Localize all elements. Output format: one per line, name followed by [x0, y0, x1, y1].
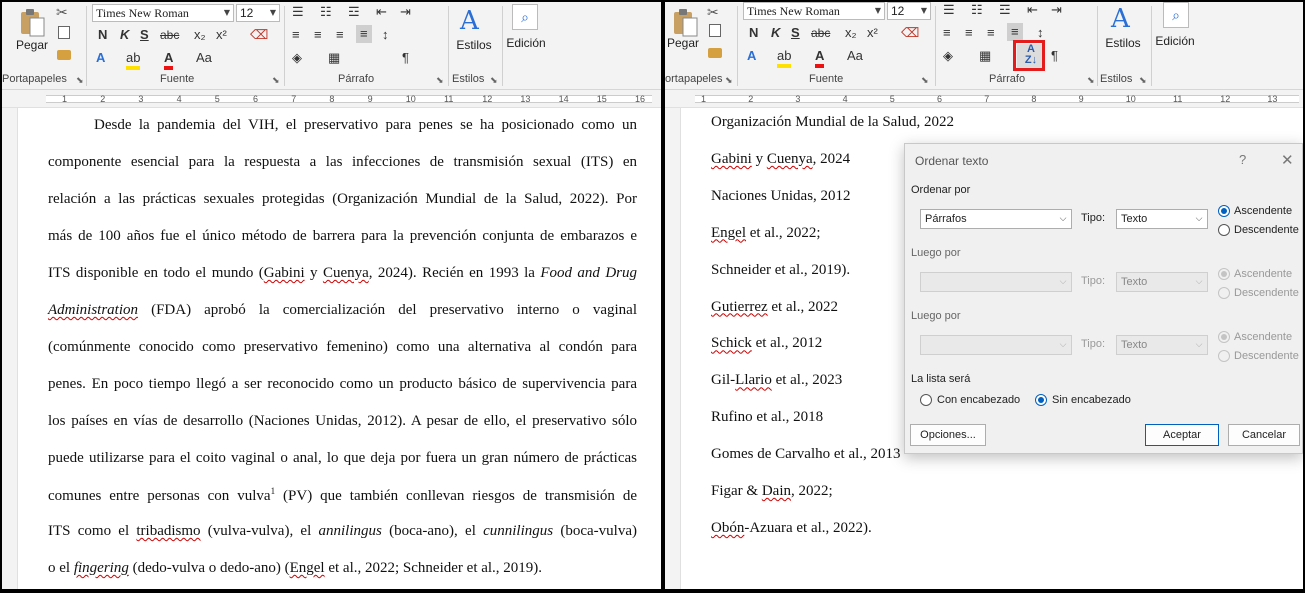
superscript-button[interactable]: x² — [216, 27, 227, 42]
ribbon — [665, 2, 1303, 90]
font-name-combo[interactable] — [92, 4, 234, 22]
scissors-icon[interactable]: ✂ — [707, 4, 719, 20]
sort-button-highlight — [1013, 40, 1045, 71]
reference-line — [711, 483, 833, 500]
reference-line — [711, 299, 838, 316]
align-left-icon[interactable]: ≡ — [292, 27, 300, 42]
decrease-indent-icon[interactable]: ⇤ — [1027, 2, 1038, 17]
right-document-window — [665, 2, 1303, 589]
superscript-button[interactable]: x² — [867, 25, 878, 40]
ruler-number: 8 — [329, 94, 335, 104]
italic-button[interactable]: K — [120, 27, 130, 42]
ruler-track — [695, 95, 1299, 103]
highlight-color-icon[interactable]: ab — [777, 48, 791, 68]
dialog-title: Ordenar texto — [915, 154, 989, 168]
vertical-ruler[interactable] — [665, 108, 681, 589]
copy-icon[interactable] — [709, 24, 721, 37]
paragraph-launcher-icon[interactable]: ⬊ — [436, 75, 444, 85]
chevron-down-icon[interactable]: ⌵ — [1059, 214, 1067, 224]
help-icon[interactable]: ? — [1239, 152, 1247, 167]
text-run: et al., 2012 — [751, 335, 823, 352]
editing-button[interactable]: Edición — [506, 36, 546, 50]
body-line: relación a las prácticas sexuales protegidas (Organización Mundial de la Salud, 2022). Por — [48, 191, 637, 207]
styles-icon[interactable]: A — [1111, 4, 1130, 34]
body-line — [48, 302, 637, 319]
text-run: (boca-ano), el — [381, 523, 484, 539]
align-right-icon[interactable]: ≡ — [336, 27, 344, 42]
body-line: más de 100 años fue el único método de barrera para la prevención conjunta de embarazos e — [48, 228, 637, 244]
reference-line — [711, 151, 850, 168]
font-name-value: Times New Roman — [96, 6, 189, 20]
body-line: los países en vías de desarrollo (Naciones Unidas, 2012). A pesar de ello, el preservativo sólo — [48, 413, 637, 429]
body-line: puede utilizarse para el coito vaginal o anal, lo que deja por fuera un gran número de prácticas — [48, 450, 637, 466]
ribbon — [2, 2, 661, 90]
text-run: Figar & — [711, 483, 762, 499]
font-color-icon[interactable]: A — [164, 50, 173, 70]
chevron-down-icon: ⌵ — [1059, 277, 1067, 287]
type-select[interactable] — [1116, 209, 1208, 229]
styles-launcher-icon[interactable]: ⬊ — [490, 75, 498, 85]
decrease-indent-icon[interactable]: ⇤ — [376, 4, 387, 19]
cancel-button[interactable]: Cancelar — [1228, 424, 1300, 446]
ruler-number: 11 — [1173, 94, 1183, 104]
chevron-down-icon[interactable]: ▼ — [920, 6, 928, 15]
ruler-number: 9 — [367, 94, 373, 104]
justify-icon[interactable]: ≡ — [356, 25, 372, 43]
ruler-number: 3 — [795, 94, 801, 104]
chevron-down-icon: ⌵ — [1059, 340, 1067, 350]
divider — [284, 6, 285, 86]
divider — [448, 6, 449, 86]
footnote-ref[interactable]: 1 — [270, 486, 276, 496]
change-case-button[interactable]: Aa — [847, 48, 863, 63]
text-effects-icon[interactable]: A — [747, 48, 757, 63]
font-name-value: Times New Roman — [747, 4, 840, 18]
text-run: , 2024 — [812, 150, 851, 167]
bullets-icon[interactable]: ☰ — [292, 4, 304, 19]
ruler-number: 4 — [842, 94, 848, 104]
font-group-label: Fuente — [809, 73, 844, 85]
numbering-icon[interactable]: ☷ — [971, 2, 983, 17]
misspelled-word[interactable]: Gabini — [263, 265, 305, 281]
change-case-button[interactable]: Aa — [196, 50, 212, 65]
multilevel-list-icon[interactable]: ☲ — [348, 4, 360, 19]
paste-button[interactable]: Pegar — [15, 38, 49, 52]
misspelled-word[interactable]: Cuenya — [322, 265, 369, 281]
clipboard-launcher-icon[interactable]: ⬊ — [725, 75, 733, 85]
with-header-radio[interactable] — [920, 394, 932, 406]
numbering-icon[interactable]: ☷ — [320, 4, 332, 19]
clipboard-group-label: Portapapeles — [2, 73, 67, 85]
ruler-number: 5 — [214, 94, 220, 104]
reference-line — [711, 114, 954, 131]
paragraph-launcher-icon[interactable]: ⬊ — [1087, 75, 1095, 85]
pilcrow-icon[interactable]: ¶ — [402, 50, 409, 65]
misspelled-word[interactable]: fingering — [73, 560, 129, 576]
reference-line — [711, 409, 823, 426]
type-value: Texto — [1121, 213, 1148, 225]
text-run: y — [751, 150, 767, 167]
ruler-number: 2 — [100, 94, 106, 104]
text-run: (PV) que también conllevan riesgos de transmisión de — [275, 488, 637, 504]
then-type-select-1[interactable] — [1116, 272, 1208, 292]
sort-text-dialog — [904, 143, 1303, 454]
font-size-combo[interactable] — [236, 4, 280, 22]
underline-button[interactable]: S — [140, 27, 149, 42]
list-type-label: La lista será — [911, 373, 971, 385]
format-painter-icon[interactable] — [708, 48, 722, 58]
text-run: o el — [48, 560, 74, 576]
without-header-radio[interactable] — [1035, 394, 1047, 406]
clipboard-launcher-icon[interactable]: ⬊ — [76, 75, 84, 85]
copy-icon[interactable] — [58, 26, 70, 39]
ruler-number: 10 — [405, 94, 416, 104]
bullets-icon[interactable]: ☰ — [943, 2, 955, 17]
editing-button[interactable]: Edición — [1155, 34, 1195, 48]
ascending-label: Ascendente — [1234, 268, 1293, 280]
misspelled-word[interactable]: Engel — [289, 560, 325, 576]
type-value: Texto — [1121, 276, 1148, 288]
paste-icon[interactable] — [671, 6, 699, 38]
styles-launcher-icon[interactable]: ⬊ — [1139, 75, 1147, 85]
body-line: Desde la pandemia del VIH, el preservativo para penes se ha posicionado como un — [94, 117, 637, 133]
font-launcher-icon[interactable]: ⬊ — [272, 75, 280, 85]
ruler-number: 15 — [596, 94, 607, 104]
body-line: penes. En poco tiempo llegó a ser reconocido como un producto básico de supervivencia para — [48, 376, 637, 392]
then-by-select-2[interactable] — [920, 335, 1072, 355]
misspelled-word[interactable]: Schick — [711, 335, 752, 352]
ruler-number: 8 — [1031, 94, 1037, 104]
chevron-down-icon: ⌵ — [1195, 277, 1203, 287]
chevron-down-icon[interactable]: ▼ — [269, 8, 277, 17]
ruler-number: 2 — [748, 94, 754, 104]
ruler-number: 10 — [1125, 94, 1136, 104]
ruler-number: 6 — [253, 94, 259, 104]
text-run: Gomes de Carvalho et al., 2013 — [711, 446, 901, 463]
chevron-down-icon: ⌵ — [1195, 340, 1203, 350]
ruler-number: 3 — [138, 94, 144, 104]
misspelled-word[interactable]: Engel — [711, 224, 746, 241]
body-line: componente esencial para la respuesta a las infecciones de transmisión sexual (ITS) en — [48, 154, 637, 170]
ascending-radio[interactable] — [1218, 268, 1230, 280]
divider — [737, 6, 738, 86]
with-header-label: Con encabezado — [937, 394, 1021, 406]
ruler-number: 7 — [291, 94, 297, 104]
sort-by-select[interactable] — [920, 209, 1072, 229]
text-run: comunes entre personas con vulva — [48, 488, 271, 504]
align-center-icon[interactable]: ≡ — [314, 27, 322, 42]
misspelled-word[interactable]: Cuenya — [766, 150, 813, 167]
search-icon[interactable]: ⌕ — [1163, 2, 1189, 28]
ruler-number: 1 — [62, 94, 68, 104]
body-line — [48, 523, 637, 540]
options-button[interactable]: Opciones... — [910, 424, 986, 446]
highlight-color-icon[interactable]: ab — [126, 50, 140, 70]
multilevel-list-icon[interactable]: ☲ — [999, 2, 1011, 17]
reference-line — [711, 225, 821, 242]
justify-icon[interactable]: ≡ — [1007, 23, 1023, 41]
text-run: Naciones Unidas, 2012 — [711, 187, 851, 204]
then-by-select-1[interactable] — [920, 272, 1072, 292]
close-icon[interactable]: ✕ — [1281, 152, 1294, 169]
styles-button[interactable]: Estilos — [1105, 36, 1141, 50]
ruler-number: 4 — [176, 94, 182, 104]
misspelled-word[interactable]: Gabini — [711, 150, 752, 167]
descending-label: Descendente — [1234, 224, 1299, 236]
type-label: Tipo: — [1081, 338, 1106, 350]
chevron-down-icon[interactable]: ⌵ — [1195, 214, 1203, 224]
subscript-button[interactable]: x₂ — [194, 27, 206, 42]
reference-line — [711, 520, 872, 537]
misspelled-word[interactable]: tribadismo — [136, 523, 201, 539]
ruler-number: 6 — [937, 94, 943, 104]
sort-by-value: Párrafos — [925, 213, 967, 225]
format-painter-icon[interactable] — [57, 50, 71, 60]
bold-button[interactable]: N — [749, 25, 759, 40]
increase-indent-icon[interactable]: ⇥ — [400, 4, 411, 19]
clipboard-group-label: ortapapeles — [665, 73, 723, 85]
ruler-number: 13 — [1267, 94, 1278, 104]
descending-label: Descendente — [1234, 350, 1299, 362]
misspelled-word[interactable]: Llario — [735, 372, 772, 389]
text-run: , 2022; — [791, 483, 833, 499]
divider — [1097, 6, 1098, 86]
styles-button[interactable]: Estilos — [456, 38, 492, 52]
ascending-radio[interactable] — [1218, 205, 1230, 217]
paragraph-group-label: Párrafo — [338, 73, 375, 85]
reference-line — [711, 188, 851, 205]
misspelled-word[interactable]: Administration — [48, 302, 139, 318]
line-spacing-icon[interactable]: ↕ — [1037, 25, 1044, 40]
ruler-number: 12 — [1220, 94, 1231, 104]
text-run: -Azuara et al., 2022). — [744, 519, 872, 536]
ruler-number: 1 — [701, 94, 707, 104]
body-line — [48, 486, 637, 505]
misspelled-word[interactable]: Gutierrez — [711, 298, 768, 315]
then-type-select-2[interactable] — [1116, 335, 1208, 355]
chevron-down-icon[interactable]: ▼ — [223, 8, 231, 17]
styles-group-label: Estilos — [452, 73, 485, 85]
ascending-radio[interactable] — [1218, 331, 1230, 343]
underline-button[interactable]: S — [791, 25, 800, 40]
then-by-label: Luego por — [911, 247, 961, 259]
font-size-value: 12 — [891, 4, 905, 18]
clear-formatting-icon[interactable]: ⌫ — [901, 25, 920, 40]
text-run: et al., 2022; Schneider et al., 2019). — [324, 560, 543, 576]
increase-indent-icon[interactable]: ⇥ — [1051, 2, 1062, 17]
ruler-number: 12 — [482, 94, 493, 104]
text-run: Organización Mundial de la Salud, 2022 — [711, 114, 955, 130]
text-run: Rufino et al., 2018 — [711, 409, 824, 426]
chevron-down-icon[interactable]: ▼ — [874, 6, 882, 15]
body-line: (comúnmente conocido como preservativo femenino) como una alternativa al condón para — [48, 339, 637, 355]
vertical-ruler[interactable] — [2, 108, 18, 589]
font-size-combo[interactable] — [887, 2, 931, 20]
text-effects-icon[interactable]: A — [96, 50, 106, 65]
ruler-number: 16 — [635, 94, 646, 104]
text-run: ITS como el — [48, 523, 137, 539]
ruler-number: 5 — [889, 94, 895, 104]
text-run: Schneider et al., 2019). — [711, 261, 851, 278]
text-run: y — [304, 265, 323, 281]
type-label: Tipo: — [1081, 275, 1106, 287]
descending-radio[interactable] — [1218, 350, 1230, 362]
scissors-icon[interactable]: ✂ — [56, 4, 68, 20]
descending-radio[interactable] — [1218, 287, 1230, 299]
document-page[interactable] — [18, 108, 661, 589]
misspelled-word[interactable]: Dain — [761, 483, 792, 499]
ok-button[interactable]: Aceptar — [1145, 424, 1219, 446]
divider — [935, 6, 936, 86]
italic-run: Food and Drug — [540, 265, 638, 281]
ruler-number: 11 — [444, 94, 454, 104]
font-name-combo[interactable] — [743, 2, 885, 20]
text-run: et al., 2023 — [771, 372, 843, 389]
ascending-label: Ascendente — [1234, 205, 1293, 217]
strikethrough-button[interactable]: abc — [160, 28, 180, 42]
divider — [86, 6, 87, 86]
text-run: Gil- — [711, 372, 736, 389]
ruler-number: 9 — [1078, 94, 1084, 104]
text-run: et al., 2022; — [746, 224, 821, 241]
search-icon[interactable]: ⌕ — [512, 4, 538, 30]
type-label: Tipo: — [1081, 212, 1106, 224]
subscript-button[interactable]: x₂ — [845, 25, 857, 40]
borders-icon[interactable]: ▦ — [979, 48, 992, 63]
align-left-icon[interactable]: ≡ — [943, 25, 951, 40]
shading-icon[interactable]: ◈ — [943, 48, 953, 63]
then-by-label: Luego por — [911, 310, 961, 322]
paste-icon[interactable] — [18, 6, 46, 38]
font-size-value: 12 — [240, 6, 254, 20]
descending-radio[interactable] — [1218, 224, 1230, 236]
reference-line — [711, 262, 850, 279]
italic-button[interactable]: K — [771, 25, 781, 40]
text-run: (vulva-vulva), el — [200, 523, 319, 539]
font-launcher-icon[interactable]: ⬊ — [921, 75, 929, 85]
text-run: ITS disponible en todo el mundo ( — [48, 265, 264, 281]
strikethrough-button[interactable]: abc — [811, 26, 831, 40]
styles-icon[interactable]: A — [460, 6, 479, 36]
shading-icon[interactable]: ◈ — [292, 50, 302, 65]
font-color-icon[interactable]: A — [815, 48, 824, 68]
clear-formatting-icon[interactable]: ⌫ — [250, 27, 269, 42]
text-run: (dedo-vulva o dedo-ano) ( — [128, 560, 290, 576]
body-line — [48, 560, 637, 577]
reference-line — [711, 372, 842, 389]
without-header-label: Sin encabezado — [1052, 394, 1131, 406]
type-value: Texto — [1121, 339, 1148, 351]
misspelled-word[interactable]: Obón — [711, 519, 745, 536]
left-document-window — [2, 2, 661, 589]
sort-az-icon[interactable]: A Z↓ — [1017, 44, 1045, 68]
italic-run: cunnilingus — [483, 523, 554, 539]
sort-by-label: Ordenar por — [911, 184, 971, 196]
bold-button[interactable]: N — [98, 27, 108, 42]
text-run: , 2024). Recién en 1993 la — [368, 265, 541, 281]
text-run: (boca-vulva) — [553, 523, 637, 539]
line-spacing-icon[interactable]: ↕ — [382, 27, 389, 42]
italic-run: annilingus — [318, 523, 382, 539]
align-center-icon[interactable]: ≡ — [965, 25, 973, 40]
body-line — [48, 265, 637, 282]
font-group-label: Fuente — [160, 73, 195, 85]
reference-line — [711, 446, 901, 463]
ascending-label: Ascendente — [1234, 331, 1293, 343]
ruler-number: 13 — [520, 94, 531, 104]
descending-label: Descendente — [1234, 287, 1299, 299]
paste-button[interactable]: Pegar — [666, 36, 700, 50]
styles-group-label: Estilos — [1100, 73, 1133, 85]
pilcrow-icon[interactable]: ¶ — [1051, 48, 1058, 63]
ruler-number: 7 — [984, 94, 990, 104]
paragraph-group-label: Párrafo — [989, 73, 1026, 85]
borders-icon[interactable]: ▦ — [328, 50, 341, 65]
text-run: (FDA) aprobó la comercialización del preservativo interno o vaginal — [138, 302, 637, 318]
align-right-icon[interactable]: ≡ — [987, 25, 995, 40]
ruler-number: 14 — [558, 94, 569, 104]
text-run: et al., 2022 — [767, 298, 839, 315]
reference-line — [711, 335, 822, 352]
